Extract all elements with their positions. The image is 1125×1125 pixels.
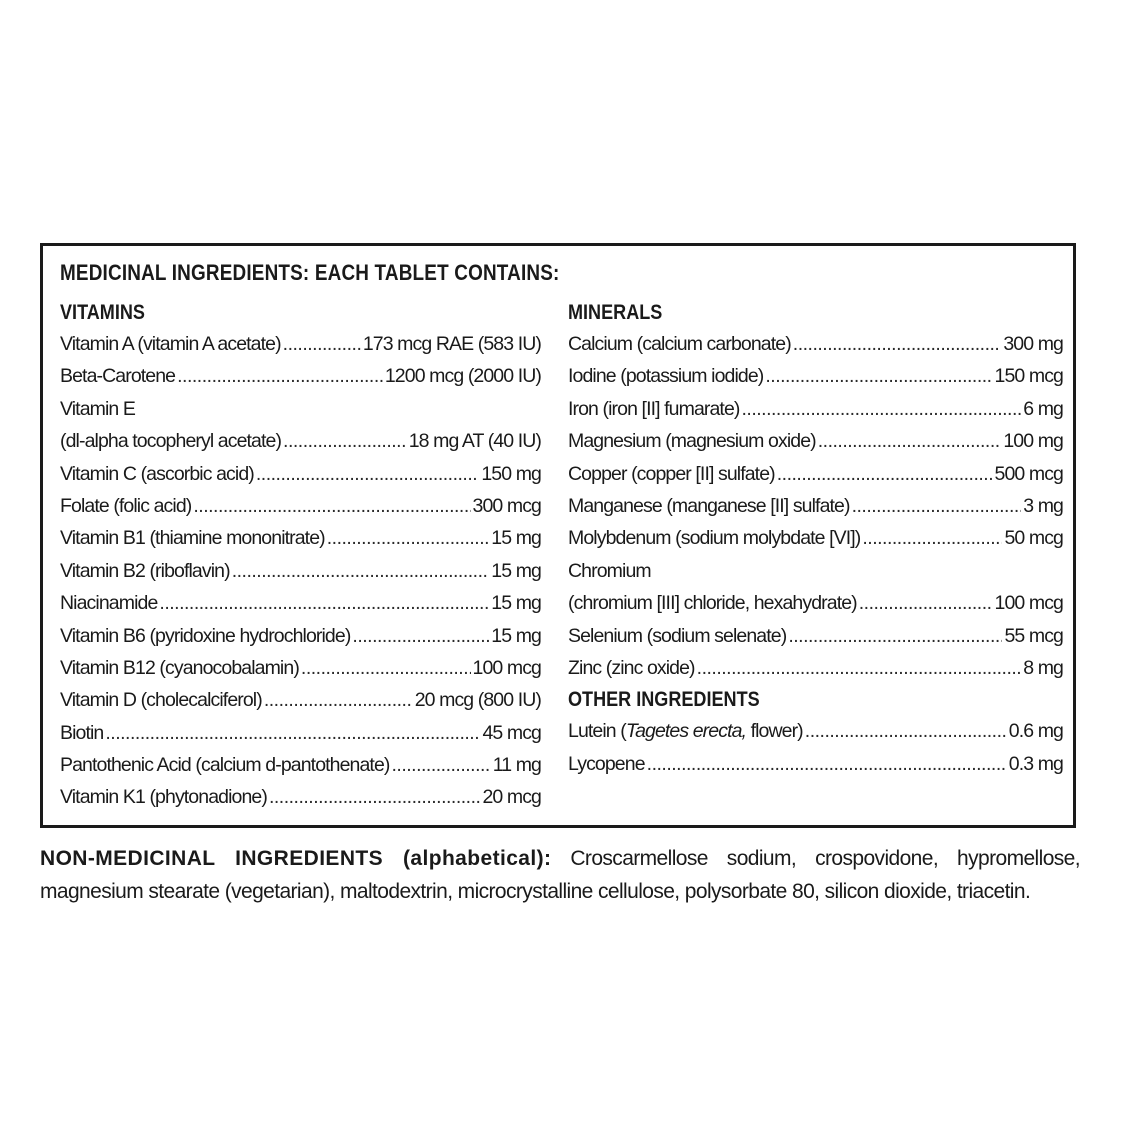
ingredient-row [568,458,1063,490]
leader-dots [788,620,1002,652]
ingredient-amount: 1200 mcg (2000 IU) [384,365,541,388]
leader-dots [818,425,1002,457]
leader-dots [232,555,490,587]
ingredient-amount: 11 mg [492,754,541,777]
ingredient-row [568,620,1063,652]
medicinal-ingredients-panel [40,243,1076,828]
ingredient-amount: 150 mg [481,462,541,485]
ingredient-name: Chromium [568,559,651,582]
leader-dots [177,360,383,392]
ingredient-row [568,715,1063,747]
ingredient-name: Iron (iron [II] fumarate) [568,397,740,420]
ingredient-amount: 8 mg [1023,656,1063,679]
ingredient-name: Zinc (zinc oxide) [568,656,695,679]
ingredient-amount: 150 mcg [994,365,1063,388]
ingredient-name: Vitamin K1 (phytonadione) [60,786,267,809]
ingredient-name: Vitamin B12 (cyanocobalamin) [60,656,299,679]
leader-dots [765,360,992,392]
ingredient-row [568,522,1063,554]
ingredient-row [568,490,1063,522]
ingredient-row [568,425,1063,457]
ingredient-name: Selenium (sodium selenate) [568,624,787,647]
ingredient-row [60,684,541,716]
medicinal-heading: MEDICINAL INGREDIENTS: EACH TABLET CONTAINS: [60,260,560,285]
ingredient-amount: 3 mg [1023,494,1063,517]
non-medicinal-ingredients [40,842,1080,908]
ingredient-name: Vitamin B1 (thiamine mononitrate) [60,527,325,550]
ingredient-row [568,587,1063,619]
ingredient-name: Vitamin C (ascorbic acid) [60,462,254,485]
leader-dots [352,620,489,652]
lutein-species: Tagetes erecta, [625,720,747,743]
lutein-prefix: Lutein ( [568,720,626,743]
ingredient-name: Biotin [60,721,104,744]
ingredient-amount: 20 mcg [482,786,541,809]
ingredient-row [60,652,541,684]
lutein-suffix: flower) [746,720,803,743]
ingredient-row [568,360,1063,392]
ingredient-row [60,522,541,554]
ingredient-name: (dl-alpha tocopheryl acetate) [60,430,282,453]
leader-dots [777,458,993,490]
ingredient-amount: 55 mcg [1004,624,1063,647]
ingredient-amount: 173 mcg RAE (583 IU) [362,333,541,355]
ingredient-name: Vitamin B2 (riboflavin) [60,559,230,582]
ingredient-name: Niacinamide [60,592,158,615]
leader-dots [697,652,1022,684]
ingredient-amount: 18 mg AT (40 IU) [408,430,541,453]
leader-dots [283,328,361,360]
leader-dots [159,587,489,619]
ingredient-name: Vitamin E [60,397,135,420]
ingredient-row [568,328,1063,360]
ingredient-amount: 15 mg [491,624,541,647]
ingredient-row [60,328,541,360]
ingredient-amount: 300 mcg [472,494,541,517]
leader-dots [805,715,1007,747]
leader-dots [741,393,1021,425]
ingredient-name: Manganese (manganese [II] sulfate) [568,494,850,517]
ingredient-row [568,748,1063,780]
ingredient-amount: 6 mg [1023,397,1063,420]
ingredient-row [60,587,541,619]
ingredient-row [60,425,541,457]
ingredient-row [60,490,541,522]
leader-dots [256,458,479,490]
leader-dots [852,490,1022,522]
ingredient-amount: 50 mcg [1004,527,1063,550]
non-medicinal-label: NON-MEDICINAL INGREDIENTS (alphabetical): [40,847,552,870]
non-medicinal-text: Croscarmellose sodium, crospovidone, hypromellose, magnesium stearate (vegetarian), maltodextrin, microcrystalline cellulose, polysorbate 80, silicon dioxide, triacetin. [40,847,1080,903]
minerals-column [568,298,1063,780]
ingredient-row [60,749,541,781]
ingredient-amount: 100 mg [1003,430,1063,453]
ingredient-row [60,393,541,425]
ingredient-amount: 15 mg [491,559,541,582]
ingredient-name: Magnesium (magnesium oxide) [568,430,816,453]
ingredient-row [60,781,541,813]
ingredient-name: Lycopene [568,752,645,775]
ingredient-amount: 20 mcg (800 IU) [414,689,541,712]
ingredient-name: Calcium (calcium carbonate) [568,333,791,355]
ingredient-row [60,620,541,652]
ingredient-name: Beta-Carotene [60,365,176,388]
ingredient-amount: 0.6 mg [1008,720,1063,743]
ingredient-amount: 45 mcg [482,721,541,744]
vitamins-title: VITAMINS [60,301,145,324]
leader-dots [392,749,491,781]
ingredient-amount: 100 mcg [994,592,1063,615]
ingredient-amount: 15 mg [491,592,541,615]
ingredient-amount: 100 mcg [472,656,541,679]
ingredient-name: Folate (folic acid) [60,494,192,517]
leader-dots [264,684,413,716]
ingredient-name [568,715,803,747]
ingredient-name: Vitamin D (cholecalciferol) [60,689,262,712]
ingredient-name: Vitamin B6 (pyridoxine hydrochloride) [60,624,351,647]
ingredient-amount: 300 mg [1003,333,1063,355]
leader-dots [301,652,471,684]
ingredient-amount: 0.3 mg [1008,752,1063,775]
ingredient-row [568,652,1063,684]
leader-dots [283,425,407,457]
other-ingredients-title: OTHER INGREDIENTS [568,688,760,712]
ingredient-row [60,458,541,490]
vitamins-column [60,298,541,814]
leader-dots [647,748,1007,780]
minerals-title: MINERALS [568,301,663,324]
leader-dots [327,522,490,554]
ingredient-row [60,717,541,749]
leader-dots [793,328,1002,360]
ingredient-name: Copper (copper [II] sulfate) [568,462,775,485]
ingredient-name: Pantothenic Acid (calcium d-pantothenate) [60,754,390,777]
ingredient-name: (chromium [III] chloride, hexahydrate) [568,592,857,615]
ingredient-row [60,555,541,587]
ingredient-row [568,555,1063,587]
ingredient-amount: 15 mg [491,527,541,550]
leader-dots [862,522,1002,554]
leader-dots [105,717,480,749]
ingredient-name: Vitamin A (vitamin A acetate) [60,333,281,355]
leader-dots [269,781,481,813]
ingredient-name: Iodine (potassium iodide) [568,365,764,388]
leader-dots [193,490,470,522]
ingredient-amount: 500 mcg [994,462,1063,485]
ingredient-name: Molybdenum (sodium molybdate [VI]) [568,527,861,550]
ingredient-row [568,393,1063,425]
ingredient-row [60,360,541,392]
leader-dots [859,587,993,619]
